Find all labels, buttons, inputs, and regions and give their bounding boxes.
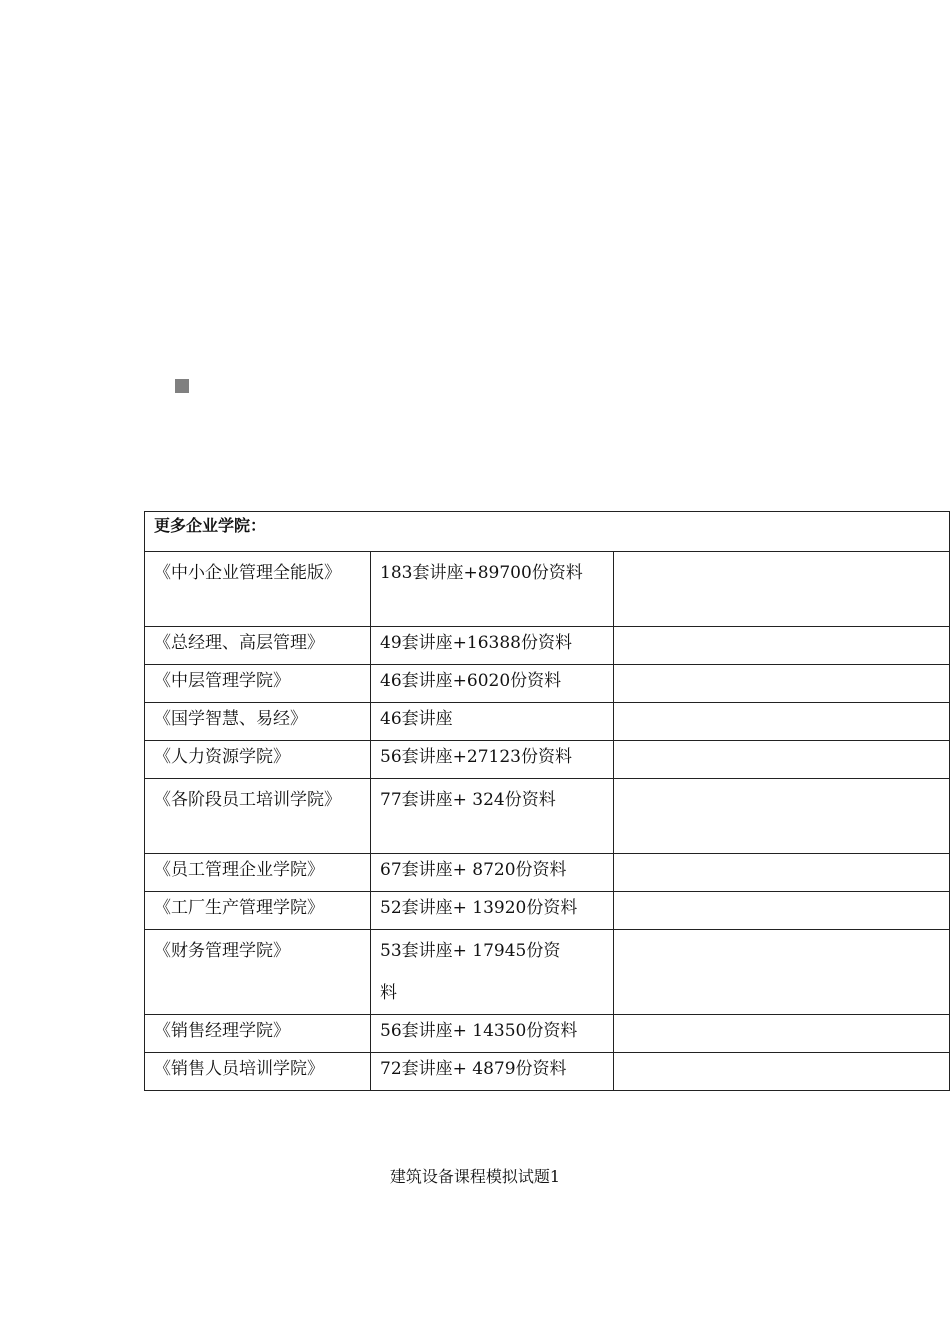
college-name: 《人力资源学院》 bbox=[145, 741, 371, 779]
table-row bbox=[145, 854, 950, 892]
table-row bbox=[145, 1015, 950, 1053]
college-content: 49套讲座+16388份资料 bbox=[371, 627, 614, 665]
table-row bbox=[145, 665, 950, 703]
college-name: 《总经理、高层管理》 bbox=[145, 627, 371, 665]
college-note bbox=[614, 892, 950, 930]
college-note bbox=[614, 930, 950, 1015]
college-note bbox=[614, 854, 950, 892]
college-content: 52套讲座+ 13920份资料 bbox=[371, 892, 614, 930]
footer-title: 建筑设备课程模拟试题1 bbox=[389, 1167, 561, 1186]
square-bullet-icon bbox=[175, 379, 189, 393]
college-content: 46套讲座 bbox=[371, 703, 614, 741]
table-row bbox=[145, 1053, 950, 1091]
college-content: 77套讲座+ 324份资料 bbox=[371, 779, 614, 854]
table-row bbox=[145, 627, 950, 665]
college-content: 56套讲座+27123份资料 bbox=[371, 741, 614, 779]
college-content: 183套讲座+89700份资料 bbox=[371, 552, 614, 627]
college-name: 《工厂生产管理学院》 bbox=[145, 892, 371, 930]
table-header-row bbox=[145, 512, 950, 552]
college-note bbox=[614, 703, 950, 741]
table-row bbox=[145, 552, 950, 627]
college-content: 67套讲座+ 8720份资料 bbox=[371, 854, 614, 892]
college-note bbox=[614, 665, 950, 703]
table-row bbox=[145, 779, 950, 854]
college-note bbox=[614, 1015, 950, 1053]
table-row bbox=[145, 930, 950, 1015]
table-row bbox=[145, 703, 950, 741]
table-row bbox=[145, 892, 950, 930]
college-name: 《销售经理学院》 bbox=[145, 1015, 371, 1053]
college-content: 53套讲座+ 17945份资料 bbox=[371, 930, 614, 1015]
college-content: 46套讲座+6020份资料 bbox=[371, 665, 614, 703]
college-note bbox=[614, 779, 950, 854]
college-name: 《各阶段员工培训学院》 bbox=[145, 779, 371, 854]
college-name: 《财务管理学院》 bbox=[145, 930, 371, 1015]
college-table bbox=[144, 511, 950, 1091]
college-note bbox=[614, 552, 950, 627]
college-name: 《中层管理学院》 bbox=[145, 665, 371, 703]
college-note bbox=[614, 627, 950, 665]
table-row bbox=[145, 741, 950, 779]
college-name: 《员工管理企业学院》 bbox=[145, 854, 371, 892]
college-name: 《销售人员培训学院》 bbox=[145, 1053, 371, 1091]
college-name: 《国学智慧、易经》 bbox=[145, 703, 371, 741]
college-content: 72套讲座+ 4879份资料 bbox=[371, 1053, 614, 1091]
table-header: 更多企业学院： bbox=[145, 512, 950, 552]
college-name: 《中小企业管理全能版》 bbox=[145, 552, 371, 627]
college-note bbox=[614, 1053, 950, 1091]
college-content: 56套讲座+ 14350份资料 bbox=[371, 1015, 614, 1053]
college-note bbox=[614, 741, 950, 779]
